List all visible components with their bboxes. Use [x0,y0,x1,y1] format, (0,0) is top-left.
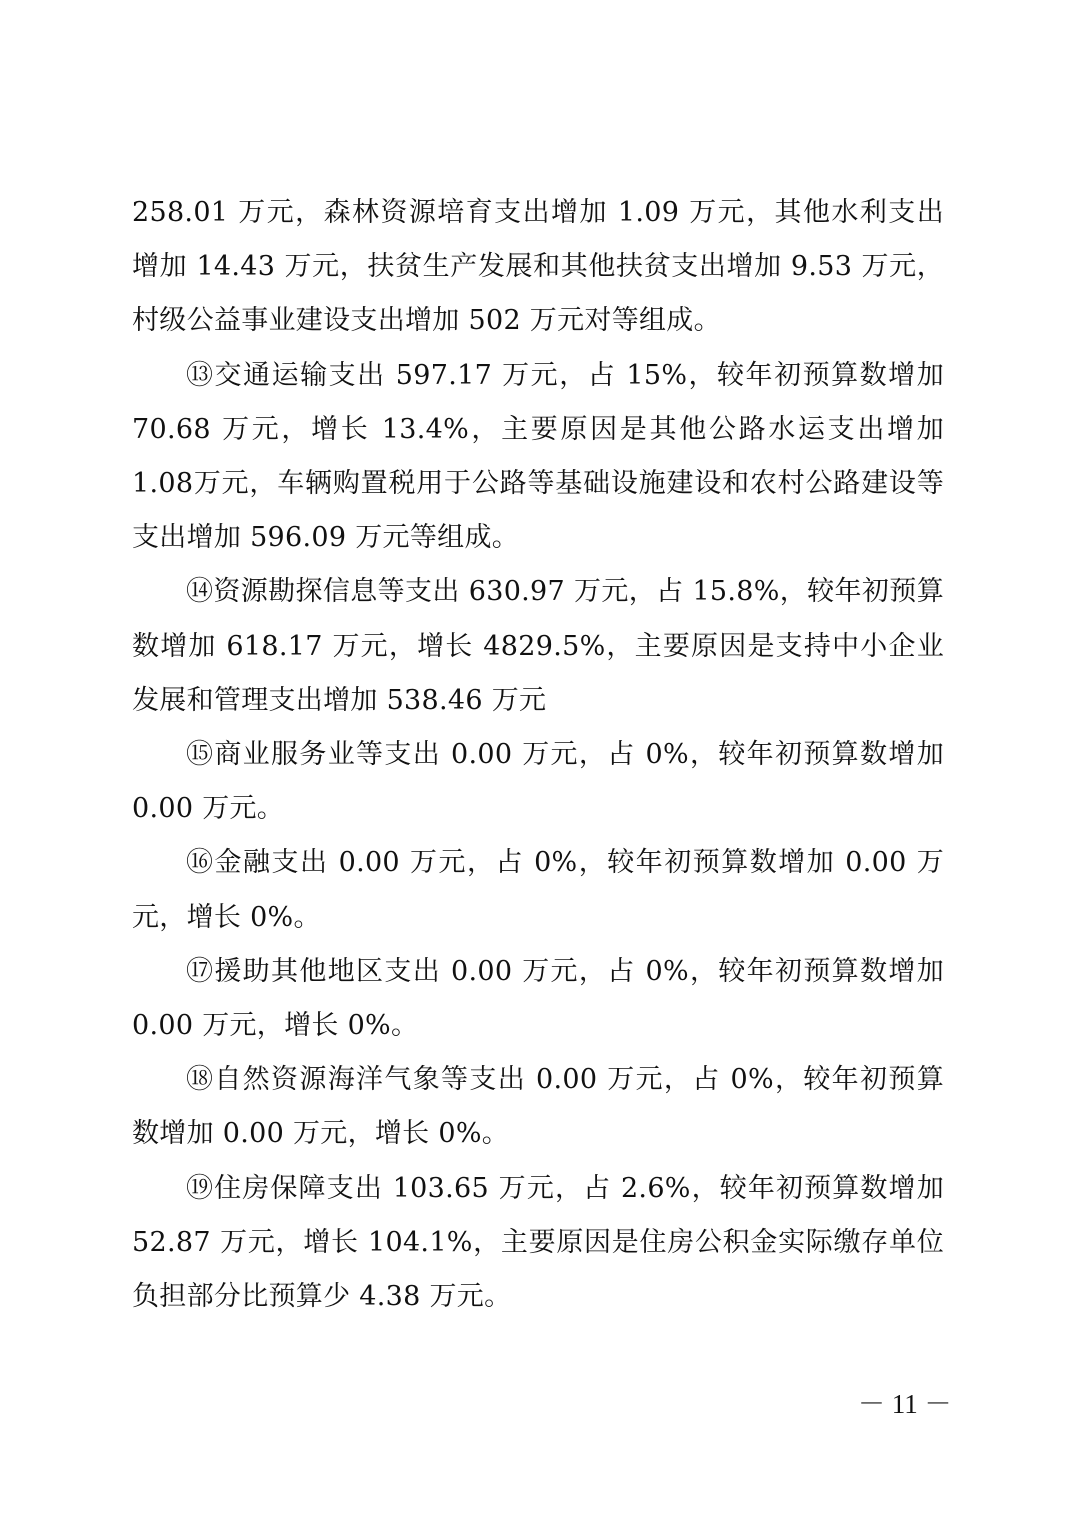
document-body [132,186,944,1324]
paragraph-housing-security-expenditure: ⑲住房保障支出 103.65 万元，占 2.6%，较年初预算数增加52.87 万元，增长 104.1%，主要原因是住房公积金实际缴存单位负担部分比预算少 4.38 万元。 [132,1172,944,1313]
paragraph-continuation: 258.01 万元，森林资源培育支出增加 1.09 万元，其他水利支出增加 14.43 万元，扶贫生产发展和其他扶贫支出增加 9.53 万元，村级公益事业建设支出增加 502 万元对等组成。 [132,197,944,337]
paragraph-natural-resources-expenditure: ⑱自然资源海洋气象等支出 0.00 万元，占 0%，较年初预算数增加 0.00 万元，增长 0%。 [132,1064,944,1150]
paragraph-resource-exploration-expenditure: ⑭资源勘探信息等支出 630.97 万元，占 15.8%，较年初预算数增加 618.17 万元，增长 4829.5%，主要原因是支持中小企业发展和管理支出增加 538.46 万元 [132,576,944,716]
paragraph-finance-expenditure: ⑯金融支出 0.00 万元，占 0%，较年初预算数增加 0.00 万元，增长 0%。 [132,847,944,933]
page-number: － 11 － [858,1389,952,1419]
paragraph-aid-other-regions-expenditure: ⑰援助其他地区支出 0.00 万元，占 0%，较年初预算数增加0.00 万元，增长 0%。 [132,955,944,1042]
paragraph-commerce-services-expenditure: ⑮商业服务业等支出 0.00 万元，占 0%，较年初预算数增加0.00 万元。 [132,739,944,825]
paragraph-transport-expenditure: ⑬交通运输支出 597.17 万元，占 15%，较年初预算数增加70.68 万元，增长 13.4%，主要原因是其他公路水运支出增加 1.08万元，车辆购置税用于公路等基础设施建设和农村公路建设等支出增加 596.09 万元等组成。 [132,359,944,554]
